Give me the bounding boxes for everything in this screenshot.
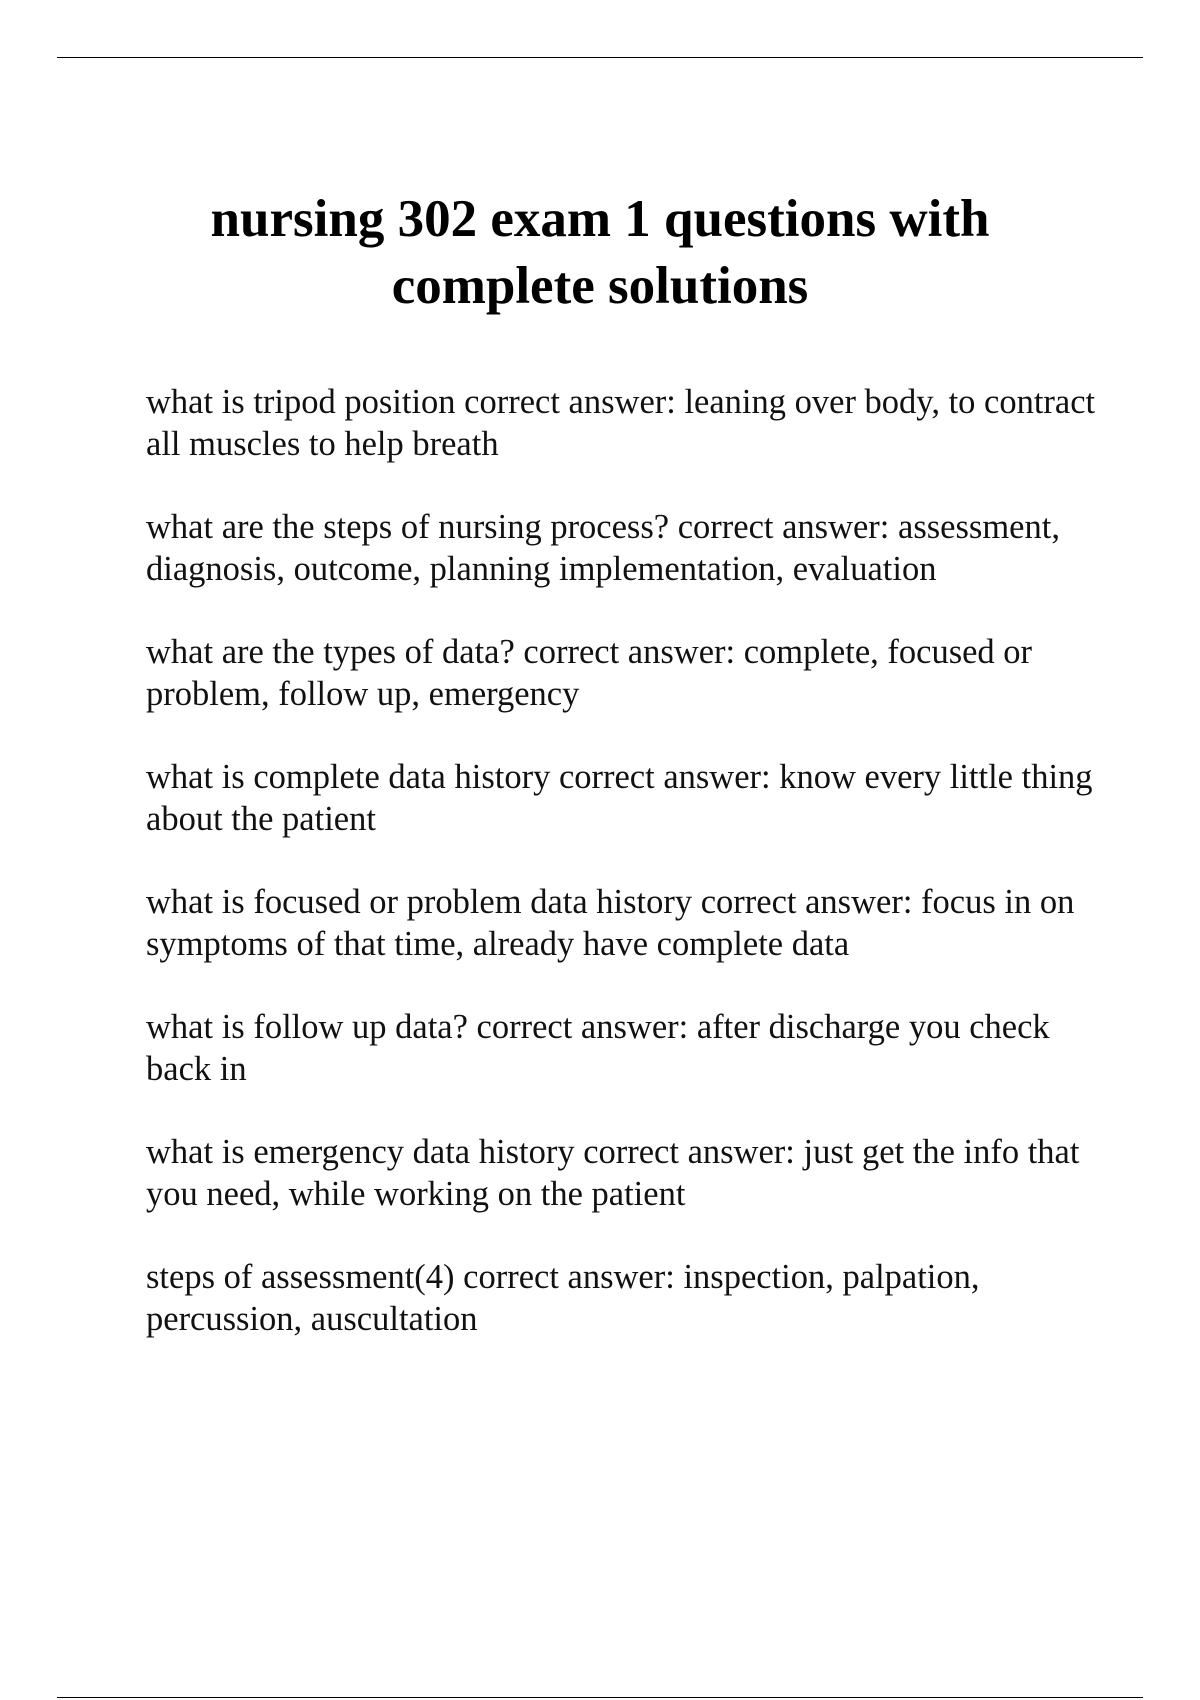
top-rule <box>57 57 1143 58</box>
bottom-rule <box>57 1697 1143 1698</box>
qa-item-follow-up-data: what is follow up data? correct answer: after discharge you check back in <box>146 1008 1050 1088</box>
qa-item-complete-data-history: what is complete data history correct answer: know every little thing about the patient <box>146 758 1093 838</box>
qa-item-steps-of-assessment: steps of assessment(4) correct answer: inspection, palpation, percussion, auscultation <box>146 1258 980 1338</box>
question-answer-list <box>146 382 1106 1382</box>
qa-item-types-of-data: what are the types of data? correct answer: complete, focused or problem, follow up, emergency <box>146 633 1033 713</box>
qa-item-tripod-position: what is tripod position correct answer: leaning over body, to contract all muscles to help breath <box>146 383 1096 463</box>
qa-item-emergency-data-history: what is emergency data history correct answer: just get the info that you need, while working on the patient <box>146 1133 1080 1213</box>
qa-item-nursing-process-steps: what are the steps of nursing process? correct answer: assessment, diagnosis, outcome, planning implementation, evaluation <box>146 508 1060 588</box>
qa-item-focused-data-history: what is focused or problem data history correct answer: focus in on symptoms of that time, already have complete data <box>146 883 1075 963</box>
page-title: nursing 302 exam 1 questions with complete solutions <box>210 190 990 315</box>
